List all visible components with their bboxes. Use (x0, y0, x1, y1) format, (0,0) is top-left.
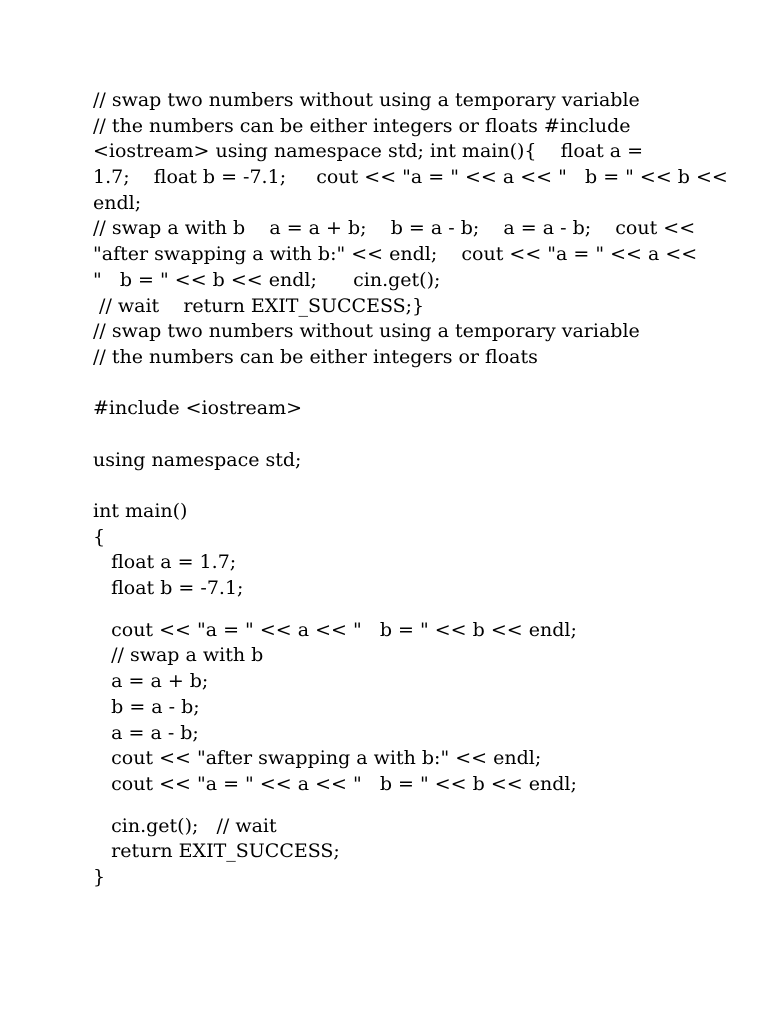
text-line: "after swapping a with b:" << endl; cout << "a = " << a << (93, 243, 698, 266)
text-line: // swap a with b a = a + b; b = a - b; a = a - b; cout << (93, 217, 696, 240)
text-line: <iostream> using namespace std; int main(){ float a = (93, 140, 644, 163)
blank-line (93, 473, 693, 499)
document-page (93, 88, 728, 891)
blank-line (93, 422, 693, 448)
code-line: float b = -7.1; (93, 577, 244, 600)
open-brace-line: { (93, 525, 106, 548)
text-line: 1.7; float b = -7.1; cout << "a = " << a << " b = " << b << (93, 166, 728, 189)
text-line: // wait return EXIT_SUCCESS;} (93, 294, 425, 317)
paragraph-gap (93, 602, 693, 618)
main-signature-line: int main() (93, 500, 188, 522)
code-line: a = a - b; (93, 721, 199, 744)
text-line: " b = " << b << endl; cin.get(); (93, 268, 441, 291)
formatted-code-listing (93, 319, 693, 890)
text-line: // swap two numbers without using a temporary variable (93, 89, 640, 111)
code-line: cout << "a = " << a << " b = " << b << endl; (93, 772, 577, 795)
code-line: b = a - b; (93, 695, 200, 718)
code-comment-line: // the numbers can be either integers or floats (93, 345, 538, 368)
include-line: #include <iostream> (93, 397, 303, 420)
code-line: cin.get(); // wait (93, 814, 277, 837)
code-comment-line: // swap two numbers without using a temporary variable (93, 320, 640, 343)
code-line: a = a + b; (93, 670, 209, 693)
wrapped-code-paragraph (93, 88, 728, 319)
code-line: return EXIT_SUCCESS; (93, 840, 340, 863)
code-line: float a = 1.7; (93, 551, 237, 574)
code-line: // swap a with b (93, 644, 264, 667)
blank-line (93, 371, 693, 397)
using-line: using namespace std; (93, 448, 302, 471)
code-line: cout << "after swapping a with b:" << endl; (93, 747, 542, 770)
code-line: cout << "a = " << a << " b = " << b << endl; (93, 618, 577, 641)
text-line: // the numbers can be either integers or floats #include (93, 114, 631, 137)
close-brace-line: } (93, 865, 106, 888)
text-line: endl; (93, 191, 142, 214)
paragraph-gap (93, 798, 693, 814)
